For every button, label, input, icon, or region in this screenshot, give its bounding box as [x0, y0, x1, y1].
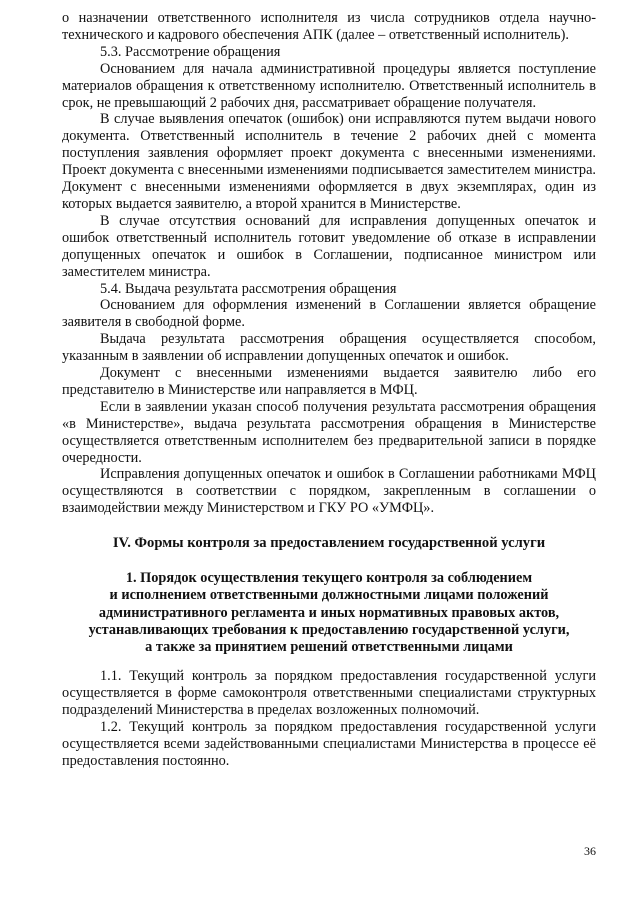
heading-5-4: 5.4. Выдача результата рассмотрения обращения [100, 280, 397, 297]
paragraph-1-1: 1.1. Текущий контроль за порядком предоставления государственной услуги осуществляется в форме самоконтроля ответственными специалистами структурных подразделений Министерства в пределах возложенных полномочий. [62, 668, 596, 719]
section-iv-text [62, 668, 596, 769]
paragraph: Выдача результата рассмотрения обращения осуществляется способом, указанным в заявлении об исправлении допущенных опечаток и ошибок. [62, 331, 596, 365]
paragraph: Документ с внесенными изменениями выдается заявителю либо его представителю в Министерстве или направляется в МФЦ. [62, 365, 596, 398]
paragraph: В случае выявления опечаток (ошибок) они исправляются путем выдачи нового документа. Ответственный исполнитель в течение 2 рабочих дней с момента поступления заявления оформляет проект документа с внесенными изменениями. Проект документа с внесенными изменениями подписывается заместителем министра. Документ с внесенными изменениями оформляется в двух экземплярах, один из которых выдается заявителю, а второй хранится в Министерстве. [62, 111, 596, 212]
subsection-title-line: а также за принятием решений ответственными лицами [145, 639, 513, 655]
paragraph-continuation: о назначении ответственного исполнителя из числа сотрудников отдела научно-технического и кадрового обеспечения АПК (далее – ответственный исполнитель). [62, 10, 596, 43]
document-page [62, 10, 596, 770]
paragraph: Исправления допущенных опечаток и ошибок в Соглашении работниками МФЦ осуществляются в соответствии с порядком, закрепленным в соглашении о взаимодействии между Министерством и ГКУ РО «УМФЦ». [62, 466, 596, 517]
paragraph-1-2: 1.2. Текущий контроль за порядком предоставления государственной услуги осуществляется всеми задействованными специалистами Министерства в процессе её предоставления постоянно. [62, 718, 596, 769]
paragraph: Основанием для оформления изменений в Соглашении является обращение заявителя в свободной форме. [62, 297, 596, 331]
paragraph: Если в заявлении указан способ получения результата рассмотрения обращения «в Министерстве», выдача результата рассмотрения обращения в Министерстве осуществляется ответственным исполнителем без предварительной записи в порядке очередности. [62, 398, 596, 466]
section-title-iv: IV. Формы контроля за предоставлением государственной услуги [112, 535, 546, 552]
subsection-title-line: и исполнением ответственными должностными лицами положений [109, 587, 549, 604]
subsection-title-line: устанавливающих требования к предоставлению государственной услуги, [88, 621, 570, 638]
subsection-title-line: административного регламента и иных нормативных правовых актов, [98, 604, 560, 621]
paragraph: Основанием для начала административной процедуры является поступление материалов обращения к ответственному исполнителю. Ответственный исполнитель в срок, не превышающий 2 рабочих дня, рассматривает обращение получателя. [62, 60, 596, 111]
subsection-title [62, 570, 596, 656]
subsection-title-line: 1. Порядок осуществления текущего контроля за соблюдением [125, 570, 533, 587]
heading-5-3: 5.3. Рассмотрение обращения [100, 43, 281, 60]
paragraph: В случае отсутствия оснований для исправления допущенных опечаток и ошибок ответственный исполнитель готовит уведомление об отказе в исправлении допущенных опечаток и ошибок в Соглашении, подписанное министром или заместителем министра. [62, 212, 596, 280]
section-5-text [62, 10, 596, 517]
page-number: 36 [584, 844, 596, 858]
